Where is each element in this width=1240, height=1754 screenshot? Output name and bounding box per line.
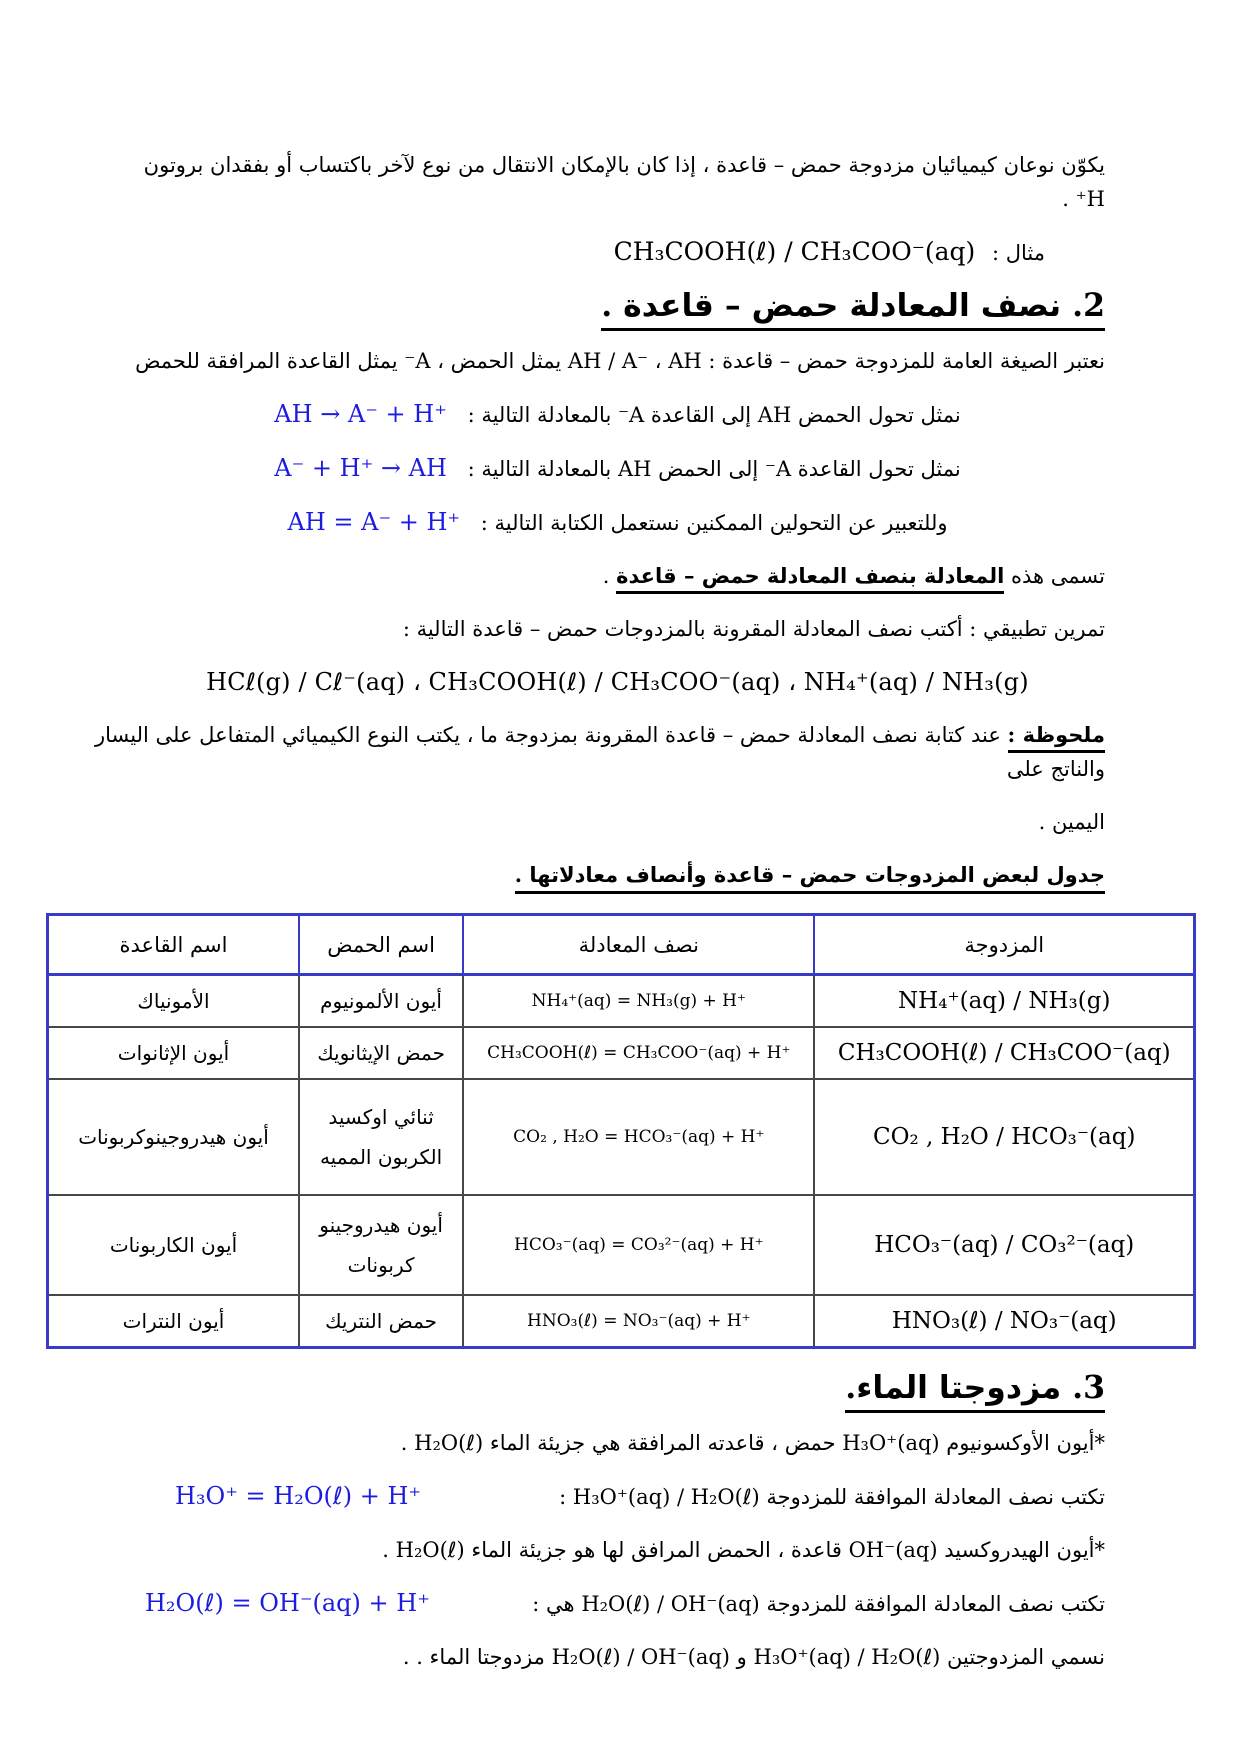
- table-title-text: جدول لبعض المزدوجات حمض – قاعدة وأنصاف معادلاتها .: [515, 862, 1105, 894]
- half-equation-cell: HCO₃⁻(aq) = CO₃²⁻(aq) + H⁺: [463, 1195, 814, 1295]
- exercise-line: تمرين تطبيقي : أكتب نصف المعادلة المقرونة بالمزدوجات حمض – قاعدة التالية :: [402, 617, 1105, 641]
- base-name-cell: أيون الكاربونات: [48, 1195, 299, 1295]
- section3-heading: [130, 1371, 1105, 1405]
- pair-cell: HCO₃⁻(aq) / CO₃²⁻(aq): [814, 1195, 1194, 1295]
- half-equation-cell: NH₄⁺(aq) = NH₃(g) + H⁺: [463, 975, 814, 1028]
- pair-cell: CH₃COOH(ℓ) / CH₃COO⁻(aq): [814, 1027, 1194, 1079]
- table-header-row: [48, 915, 1195, 975]
- acid-name-cell: أيون الألمونيوم: [299, 975, 463, 1028]
- conjugate-pairs-table: [46, 913, 1196, 1349]
- table-title: [130, 858, 1105, 892]
- acid-name-cell: حمض النتريك: [299, 1295, 463, 1348]
- base-to-acid-label: نمثل تحول القاعدة A⁻ إلى الحمض AH بالمعادلة التالية :: [467, 457, 961, 481]
- acid-name-cell: ثنائي اوكسيد الكربون المميه: [299, 1079, 463, 1195]
- oxonium-equation-line: [130, 1479, 1105, 1514]
- general-form-paragraph: نعتبر الصيغة العامة للمزدوجة حمض – قاعدة : AH / A⁻ ، AH يمثل الحمض ، A⁻ يمثل القاعدة المرافقة للحمض: [135, 349, 1105, 373]
- base-to-acid-equation: A⁻ + H⁺ → AH: [274, 454, 447, 482]
- note-line-2: اليمين .: [1038, 810, 1105, 834]
- half-equation-cell: HNO₃(ℓ) = NO₃⁻(aq) + H⁺: [463, 1295, 814, 1348]
- half-equation-cell: CO₂ , H₂O = HCO₃⁻(aq) + H⁺: [463, 1079, 814, 1195]
- pair-cell: CO₂ , H₂O / HCO₃⁻(aq): [814, 1079, 1194, 1195]
- acid-to-base-label: نمثل تحول الحمض AH إلى القاعدة A⁻ بالمعادلة التالية :: [467, 403, 961, 427]
- acid-to-base-equation: AH → A⁻ + H⁺: [274, 400, 447, 428]
- base-name-cell: أيون هيدروجينوكربونات: [48, 1079, 299, 1195]
- half-equation-cell: CH₃COOH(ℓ) = CH₃COO⁻(aq) + H⁺: [463, 1027, 814, 1079]
- naming-pre: تسمى هذه: [1004, 564, 1105, 588]
- naming-term: المعادلة بنصف المعادلة حمض – قاعدة: [616, 563, 1004, 594]
- hydroxide-bullet: *أيون الهيدروكسيد OH⁻(aq) قاعدة ، الحمض المرافق لها هو جزيئة الماء H₂O(ℓ) .: [382, 1538, 1105, 1562]
- oxonium-bullet: *أيون الأوكسونيوم H₃O⁺(aq) حمض ، قاعدته المرافقة هي جزيئة الماء H₂O(ℓ) .: [400, 1431, 1105, 1455]
- acid-name-cell: حمض الإيثانويك: [299, 1027, 463, 1079]
- base-name-cell: أيون النترات: [48, 1295, 299, 1348]
- naming-line: [130, 559, 1105, 593]
- section2-heading: [130, 289, 1105, 323]
- hydroxide-equation-line: [130, 1586, 1105, 1621]
- naming-post: .: [602, 564, 617, 588]
- table-row: [48, 1027, 1195, 1079]
- example-formula: CH₃COOH(ℓ) / CH₃COO⁻(aq): [613, 237, 976, 266]
- intro-paragraph: يكوّن نوعان كيميائيان مزدوجة حمض – قاعدة ، إذا كان بالإمكان الانتقال من نوع لآخر باكتساب أو بفقدان بروتون H⁺ .: [143, 153, 1105, 211]
- pair-cell: HNO₃(ℓ) / NO₃⁻(aq): [814, 1295, 1194, 1348]
- example-line: [130, 235, 1105, 270]
- section2-heading-text: 2. نصف المعادلة حمض – قاعدة .: [601, 287, 1105, 331]
- section3-heading-text: 3. مزدوجتا الماء.: [845, 1369, 1105, 1413]
- header-half-equation: نصف المعادلة: [463, 915, 814, 975]
- header-pair: المزدوجة: [814, 915, 1194, 975]
- hydroxide-equation: H₂O(ℓ) = OH⁻(aq) + H⁺: [145, 1589, 430, 1617]
- acid-to-base-line: [130, 397, 1105, 432]
- table-row: [48, 975, 1195, 1028]
- table-row: [48, 1079, 1195, 1195]
- header-acid-name: اسم الحمض: [299, 915, 463, 975]
- base-name-cell: أيون الإثانوات: [48, 1027, 299, 1079]
- hydroxide-equation-label: تكتب نصف المعادلة الموافقة للمزدوجة H₂O(ℓ) / OH⁻(aq) هي :: [532, 1592, 1105, 1616]
- table-row: [48, 1195, 1195, 1295]
- both-transforms-label: وللتعبير عن التحولين الممكنين نستعمل الكتابة التالية :: [480, 511, 948, 535]
- note-label: ملحوظة :: [1008, 722, 1105, 753]
- example-label: مثال :: [992, 241, 1045, 265]
- acid-name-cell: أيون هيدروجينو كربونات: [299, 1195, 463, 1295]
- both-transforms-equation: AH = A⁻ + H⁺: [287, 508, 461, 536]
- base-name-cell: الأمونياك: [48, 975, 299, 1028]
- base-to-acid-line: [130, 451, 1105, 486]
- oxonium-equation-label: تكتب نصف المعادلة الموافقة للمزدوجة H₃O⁺(aq) / H₂O(ℓ) :: [559, 1485, 1105, 1509]
- both-transforms-line: [130, 505, 1105, 540]
- pair-cell: NH₄⁺(aq) / NH₃(g): [814, 975, 1194, 1028]
- exercise-formulas: HCℓ(g) / Cℓ⁻(aq) ، CH₃COOH(ℓ) / CH₃COO⁻(aq) ، NH₄⁺(aq) / NH₃(g): [206, 668, 1029, 696]
- oxonium-equation: H₃O⁺ = H₂O(ℓ) + H⁺: [175, 1482, 422, 1510]
- note-body: عند كتابة نصف المعادلة حمض – قاعدة المقرونة بمزدوجة ما ، يكتب النوع الكيميائي المتفاعل على اليسار والناتج على: [95, 723, 1105, 781]
- closing-line: نسمي المزدوجتين H₃O⁺(aq) / H₂O(ℓ) و H₂O(ℓ) / OH⁻(aq) مزدوجتا الماء . .: [402, 1645, 1105, 1669]
- note-line-1: [70, 718, 1105, 786]
- header-base-name: اسم القاعدة: [48, 915, 299, 975]
- table-row: [48, 1295, 1195, 1348]
